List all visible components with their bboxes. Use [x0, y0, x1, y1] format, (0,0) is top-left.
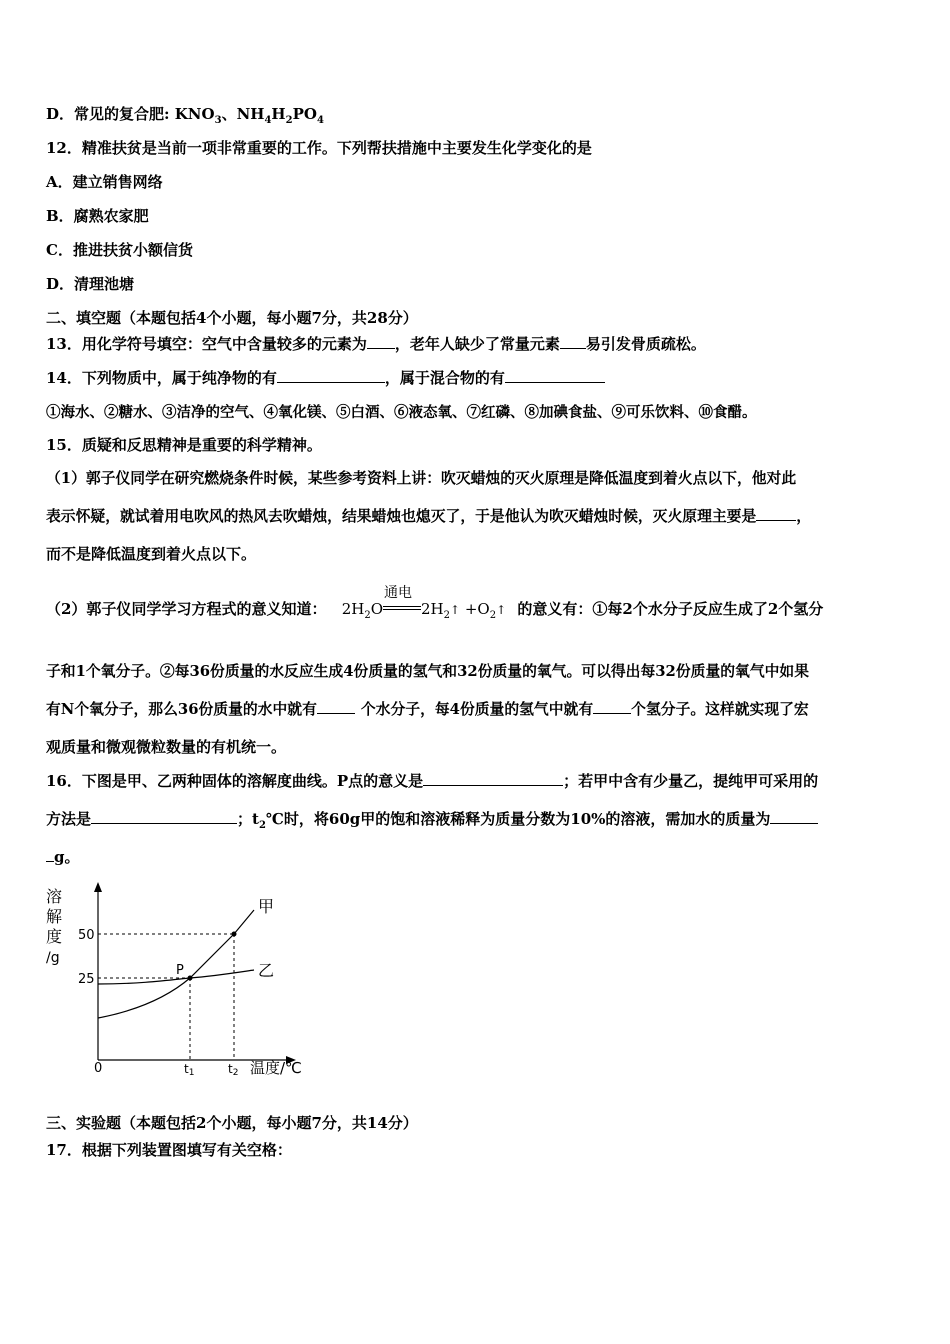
section-heading-fill: 二、填空题（本题包括4个小题，每小题7分，共28分） [46, 309, 418, 327]
q15-part2-line2: 子和1个氧分子。②每36份质量的水反应生成4份质量的氢气和32份质量的氧气。可以得出每32份质量的氧气中如果 [46, 663, 810, 680]
option-a: A．建立销售网络 [46, 173, 163, 191]
xlabel: 温度/℃ [250, 1059, 302, 1077]
ytick-50: 50 [78, 928, 95, 943]
xtick-t1: t1 [184, 1062, 195, 1078]
gas-arrow: ↑ [450, 603, 461, 617]
question-17: 17．根据下列装置图填写有关空格： [46, 1141, 292, 1159]
text: 的意义有：①每2个水分子反应生成了2个氢分 [517, 600, 824, 618]
section-heading-experiment: 三、实验题（本题包括2个小题，每小题7分，共14分） [46, 1114, 418, 1132]
question-16-line2 [46, 808, 818, 831]
text: g。 [54, 848, 80, 866]
sub: 4 [264, 115, 272, 126]
text: （2）郭子仪同学学习方程式的意义知道： [46, 600, 327, 618]
q15-part2-line3 [46, 698, 809, 719]
text: D．常见的复合肥: KNO [46, 105, 215, 123]
answer-blank[interactable] [770, 809, 818, 824]
legend-jia: 甲 [258, 897, 275, 916]
text: 方法是 [46, 810, 92, 828]
eq-text: +O [464, 600, 490, 618]
text: H [271, 105, 286, 123]
q15-part1-line2: 表示怀疑，就试着用电吹风的热风去吹蜡烛，结果蜡烛也熄灭了，于是他认为吹灭蜡烛时候，灭火原理主要是 ， [46, 507, 812, 525]
xtick-t2: t2 [228, 1062, 239, 1078]
question-12: 12．精准扶贫是当前一项非常重要的工作。下列帮扶措施中主要发生化学变化的是 [46, 139, 592, 157]
y-axis-arrow [94, 882, 102, 892]
question-13 [46, 333, 706, 354]
text: PO [292, 105, 317, 123]
text: 表示怀疑，就试着用电吹风的热风去吹蜡烛，结果蜡烛也熄灭了，于是他认为吹灭蜡烛时候，灭火原理主要是 [46, 508, 757, 525]
text: 14．下列物质中，属于纯净物的有 [46, 369, 277, 387]
origin-label: 0 [94, 1061, 103, 1076]
option-c: C．推进扶贫小额信货 [46, 241, 193, 259]
text: 、NH [221, 105, 265, 123]
question-16-line3 [46, 846, 80, 867]
answer-blank[interactable] [91, 809, 237, 824]
text: ，属于混合物的有 [384, 369, 505, 387]
solubility-chart [40, 880, 310, 1080]
gas-arrow: ↑ [496, 603, 507, 617]
text: ℃时，将60g甲的饱和溶液稀释为质量分数为10%的溶液，需加水的质量为 [265, 810, 771, 828]
text: ，老年人缺少了常量元素 [394, 335, 560, 353]
text: ；若甲中含有少量乙，提纯甲可采用的 [563, 772, 819, 790]
q15-part2-line1 [46, 585, 824, 621]
sub: 4 [316, 115, 324, 126]
point-jia-t2 [232, 932, 237, 937]
answer-blank[interactable] [317, 699, 355, 714]
sub: 3 [214, 115, 222, 126]
sub: 2 [285, 115, 293, 126]
option-b: B．腐熟农家肥 [46, 207, 149, 225]
q15-part2-line4: 观质量和微观微粒数量的有机统一。 [46, 738, 287, 756]
answer-blank[interactable] [505, 368, 605, 383]
point-p [188, 976, 193, 981]
answer-blank[interactable] [46, 847, 54, 862]
text: 有N个氧分子，那么36份质量的水中就有 [46, 701, 317, 718]
text: 13．用化学符号填空：空气中含量较多的元素为 [46, 335, 367, 353]
sub: 2 [443, 610, 450, 621]
answer-blank[interactable] [756, 506, 796, 521]
text: 16．下图是甲、乙两种固体的溶解度曲线。P点的意义是 [46, 772, 424, 790]
answer-blank[interactable] [423, 771, 563, 786]
point-p-label: P [176, 963, 184, 978]
legend-yi: 乙 [258, 961, 275, 980]
eq-text: O [370, 600, 383, 618]
text: 个水分子，每4份质量的氢气中就有 [360, 701, 594, 718]
question-15: 15．质疑和反思精神是重要的科学精神。 [46, 436, 322, 454]
answer-blank[interactable] [277, 368, 385, 383]
eq-text: 2H [421, 600, 444, 618]
substance-list: ①海水、②糖水、③洁净的空气、④氧化镁、⑤白酒、⑥液态氧、⑦红磷、⑧加碘食盐、⑨可乐饮料、⑩食醋。 [46, 404, 757, 421]
text: 个氢分子。这样就实现了宏 [631, 701, 809, 718]
eq-condition: 通电 [384, 585, 412, 601]
text: ；t [237, 810, 259, 828]
option-d: D．清理池塘 [46, 275, 135, 293]
answer-blank[interactable] [367, 334, 395, 349]
eq-text: 2H [341, 600, 365, 618]
answer-blank[interactable] [593, 699, 631, 714]
ylabel-char: 解 [46, 907, 63, 926]
electrolysis-equation [341, 585, 507, 621]
option-d-fertilizer [46, 103, 324, 126]
sub: 2 [489, 610, 497, 621]
answer-blank[interactable] [560, 334, 586, 349]
question-16-line1 [46, 770, 818, 791]
sub: 2 [258, 820, 266, 831]
q15-part1-line3: 而不是降低温度到着火点以下。 [46, 545, 257, 563]
ylabel-char: 度 [46, 927, 63, 946]
ytick-25: 25 [78, 972, 95, 987]
sub: 2 [364, 610, 371, 621]
ylabel-char: 溶 [46, 887, 63, 906]
q15-part1-line1: （1）郭子仪同学在研究燃烧条件时候，某些参考资料上讲：吹灭蜡烛的灭火原理是降低温度到着火点以下，他对此 [46, 470, 797, 487]
question-14 [46, 367, 605, 388]
ylabel-char: /g [46, 950, 60, 966]
text: 易引发骨质疏松。 [585, 335, 706, 353]
